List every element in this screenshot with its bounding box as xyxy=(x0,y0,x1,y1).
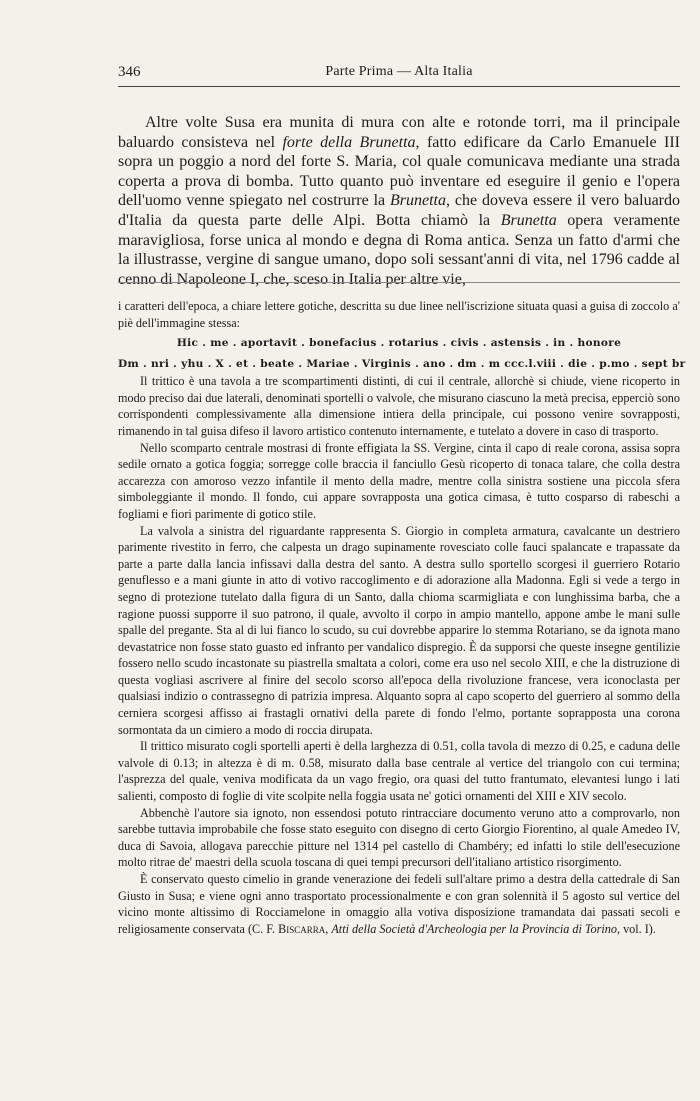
emphasis-forte: forte della Brunetta xyxy=(282,133,416,151)
text-run: , vol. I). xyxy=(616,921,656,936)
footnote-paragraph xyxy=(118,871,680,937)
footnote xyxy=(118,298,686,937)
page-number: 346 xyxy=(118,64,141,80)
page-header xyxy=(118,64,680,87)
text-run: opera veramente maravigliosa, forse unica al mondo e degna di Roma antica. Senza un fatto d'armi che la illustrasse, vergine di sangue umano, dopo soli sessant'anni di vita, nel 1796 cadde al cenno di Napoleone I, che, sceso in Italia per altre vie, xyxy=(118,211,680,288)
main-text xyxy=(118,113,680,289)
running-title: Parte Prima — Alta Italia xyxy=(325,64,473,79)
main-paragraph xyxy=(118,113,680,289)
footnote-intro: i caratteri dell'epoca, a chiare lettere gotiche, descritta su due linee nell'iscrizione situata quasi a guisa di zoccolo a' piè dell'immagine stessa: xyxy=(118,299,680,330)
footnote-paragraph: Nello scomparto centrale mostrasi di fronte effigiata la SS. Vergine, cinta il capo di reale corona, assisa sopra sedile ornato a gotica foggia; sorregge colle braccia il fanciullo Gesù ricoperto di tonaca talare, che colla destra accarezza con amoroso vezzo infantile il mento della madre, mentre colla sinistra sostiene una piccola sfera simboleggiante il mondo. Il fondo, cui appare sovrapposta una gotica cimasa, è tutto cosparso di rabeschi a fogliami e fiori parimente di gotico stile. xyxy=(118,440,680,521)
text-run: È conservato questo cimelio in grande venerazione dei fedeli sull'altare primo a destra della cattedrale di San Giusto in Susa; e viene ogni anno trasportato processionalmente e con gran solennità il 5 agosto sul vertice del vicino monte altissimo di Rocciamelone in omaggio alla votiva disposizione tramandata dai passati secoli e religiosamente conservata (C. F. xyxy=(118,872,680,936)
inscription-line-2: Dm . nri . yhu . X . et . beate . Mariae . Virginis . ano . dm . m ccc.l.viii . die . p.mo . sept br xyxy=(118,358,686,371)
text-run: Altre volte Susa era munita di mura con alte e rotonde torri, ma il principale baluardo consisteva nel xyxy=(118,114,680,151)
text-run: , che doveva essere il vero baluardo d'Italia da questa parte delle Alpi. Botta chiamò la xyxy=(118,192,680,229)
text-run: , fatto edificare da Carlo Emanuele III sopra un poggio a nord del forte S. Maria, col quale comunicava mediante una strada coperta a prova di bomba. Tutto quanto può inventare ed eseguire il genio e l'opera dell'uomo venne spiegato nel costrurre la xyxy=(118,133,681,210)
citation-title: Atti della Società d'Archeologia per la Provincia di Torino xyxy=(331,921,617,936)
emphasis-brunetta: Brunetta xyxy=(500,211,557,229)
footnote-paragraph: Il trittico è una tavola a tre scompartimenti distinti, di cui il centrale, allorchè si chiude, viene ricoperto in modo preciso dai due laterali, denominati sportelli o valvole, che misurano ciascuno la metà precisa, epperciò sono corrispondenti complessivamente alla dimensione intiera della principale, cui possono venire sovrapposti, rimanendo in tal guisa difeso il lavoro artistico contenuto internamente, e tutelato a dovere in caso di trasporto. xyxy=(118,374,680,438)
emphasis-brunetta: Brunetta xyxy=(390,192,446,210)
footnote-paragraph: La valvola a sinistra del riguardante rappresenta S. Giorgio in completa armatura, cavalcante un destriero parimente rivestito in ferro, che calpesta un drago supinamente rovesciato colle fauci spalancate e trapassate da parte a parte dalla lancia infissavi dalla destra del santo. A destra sullo sportello scorgesi il guerriero Rotario genuflesso e a mani giunte in atto di votivo raccoglimento e di adorazione alla Madonna. Egli si vede a tergo in segno di protezione tutelato dalla figura di un Santo, dalla chioma scarmigliata e con lunghissima barba, che a ragione puossi supporre il suo patrono, il quale, avvolto il corpo in ampio mantello, appone ambe le mani sulle spalle del pregante. Sta al di lui fianco lo scudo, su cui dovrebbe apparire lo stemma Rotariano, se da ignota mano devastatrice non fosse stato guasto ed infranto per vandalico dispregio. È da supporsi che queste insegne gentilizie fossero nello scudo incastonate su piastrella smaltata a colori, come era uso nel secolo XIII, e che la distruzione di questa vogliasi ascrivere al finire del secolo scorso all'epoca della rivoluzione francese, vera iconoclasta per qualsiasi indizio o contrassegno di patrizia impresa. Alquanto sopra al capo scoperto del guerriero al sommo della cerniera scorgesi affisso ai frastagli ornativi della parete di fondo l'elmo, portante soprapposta una corona sormontata da un cimiero a modo di roccia dirupata. xyxy=(118,523,680,737)
footnote-separator xyxy=(118,282,680,283)
citation-author: Biscarra xyxy=(278,921,326,936)
inscription-line-1: Hic . me . aportavit . bonefacius . rotarius . civis . astensis . in . honore xyxy=(176,337,622,350)
text-run: , xyxy=(325,921,332,936)
footnote-paragraph: Il trittico misurato cogli sportelli aperti è della larghezza di 0.51, colla tavola di mezzo di 0.25, e caduna delle valvole di 0.13; in altezza è di m. 0.58, misurato dalla base centrale al vertice del triangolo con cui termina; l'asprezza del quale, veniva modificata da un vago fregio, ora quasi del tutto frantumato, elevantesi lungo i lati salienti, composto di foglie di vite scolpite nella foggia usata ne' gotici ornamenti del XIII e XIV secolo. xyxy=(118,739,680,804)
footnote-paragraph: Abbenchè l'autore sia ignoto, non essendosi potuto rintracciare documento veruno atto a comprovarlo, non sarebbe tuttavia improbabile che fosse stato eseguito con disegno di certo Giorgio Fiorentino, al quale Amedeo IV, duca di Savoia, allogava parecchie pitture nel 1314 pel castello di Chambéry; ed infatti lo stile dell'esecuzione molto ritrae de' maestri della scuola toscana di quei tempi precursori dell'italiano artistico risorgimento. xyxy=(118,805,680,870)
